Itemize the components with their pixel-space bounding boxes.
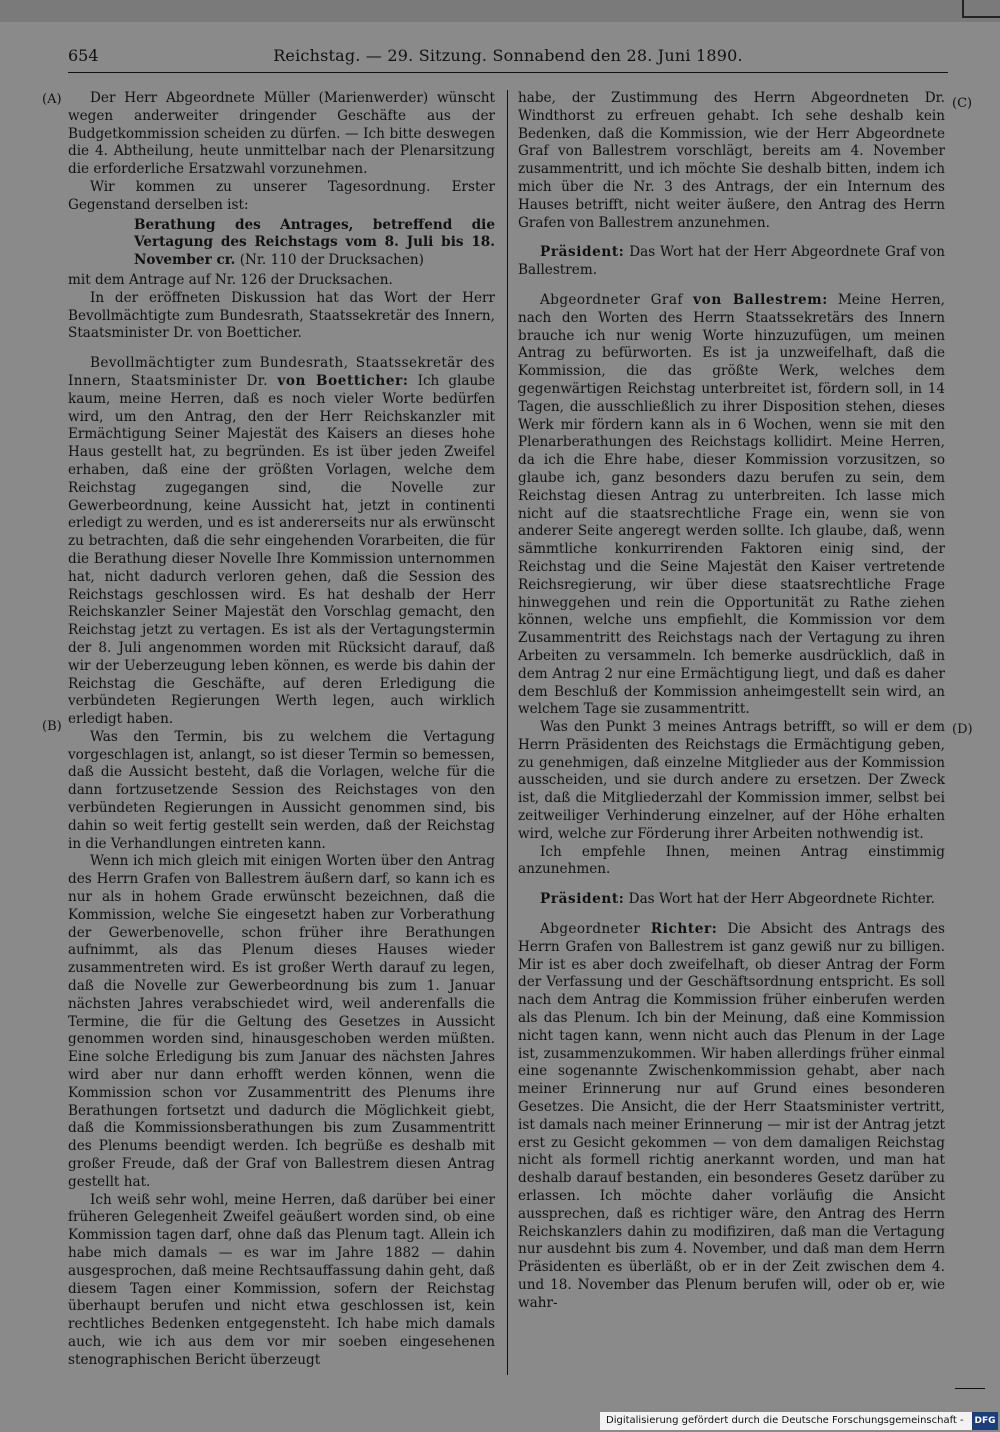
margin-letter-b: (B) [42,719,62,734]
paragraph: Wir kommen zu unserer Tagesordnung. Erster Gegenstand derselben ist: [68,178,495,213]
margin-letter-a: (A) [42,92,62,107]
footer-rule [955,1388,985,1389]
paragraph: Ich empfehle Ihnen, meinen Antrag einstimmig anzunehmen. [518,843,945,878]
speaker-intro: Abgeordneter [540,921,651,938]
president-label: Präsident: [540,244,625,261]
scan-corner-mark [962,0,1000,18]
column-divider [507,90,508,1375]
president-paragraph [518,891,945,909]
running-head: Reichstag. — 29. Sitzung. Sonnabend den 28. Juni 1890. [273,46,743,65]
page-header [68,46,948,72]
dfg-logo: DFG [972,1412,998,1430]
speaker-intro: Bevollmächtigter zum Bundesrath, Staatssekretär des Innern, Staatsminister Dr. [68,355,495,389]
paragraph: In der eröffneten Diskussion hat das Wort der Herr Bevollmächtigte zum Bundesrath, Staatssekretär des Innern, Staatsminister Dr. von Boetticher. [68,289,495,342]
margin-letter-d: (D) [952,722,973,737]
president-text: Das Wort hat der Herr Abgeordnete Richter. [624,891,935,908]
speech-paragraph [68,355,495,729]
speech-text: Meine Herren, nach den Worten des Herrn Staatssekretärs des Innern brauche ich nur wenig Worte hinzuzufügen, um meinen Antrag zu befürworten. Es ist ja unzweifelhaft, daß die Kommission, die das größte Werk, welches dem gegenwärtigen Reichstag unterbreitet ist, fördern soll, in 14 Tagen, die ausschließlich zu ihrer Disposition stehen, dieses Werk mir fördern kann als in 6 Wochen, wenn sie mit den Plenarberathungen des Reichstags kollidirt. Meine Herren, da ich die Ehre habe, dieser Kommission vorzusitzen, so glaube ich, ganz besonders dazu berufen zu sein, dem Reichstag diesen Antrag zu unterbreiten. Ich lasse mich nicht auf die staatsrechtliche Frage ein, wenn sie von anderer Seite angeregt werden sollte. Ich glaube, daß, wenn sämmtliche konkurrirenden Faktoren einig sind, der Reichstag und die Seine Majestät den Kaiser vertretende Reichsregierung, wir über diese staatsrechtliche Frage hinweggehen und rein die Opportunität zu Rathe ziehen können, welche uns empfiehlt, die Kommission vor dem Zusammentritt des Reichstags nach der Vertagung zu ihren Arbeiten zu versammeln. Ich bemerke ausdrücklich, daß in dem Antrag 2 nur eine Ermächtigung liegt, und daß es daher dem Beschluß der Kommission anheimgestellt sein wird, an welchem Tage sie zusammentritt. [518,291,945,718]
speech-paragraph [518,292,945,719]
header-rule [68,72,948,73]
speech-text: Ich glaube kaum, meine Herren, daß es noch vieler Worte bedürfen wird, um den Antrag, den der Herr Reichskanzler mit Ermächtigung Seiner Majestät des Kaisers an dieses hohe Haus gestellt hat, zu begründen. Es ist über jeden Zweifel erhaben, daß eine der größten Vorlagen, welche dem Reichstag zugegangen sind, die Novelle zur Gewerbeordnung, keine Aussicht hat, jetzt in continenti erledigt zu werden, und es ist andererseits nur als erwünscht zu betrachten, daß die sehr eingehenden Vorarbeiten, die für die Berathung dieser Novelle Ihre Kommission unternommen hat, nicht dadurch verloren gehen, daß die Session des Reichstags geschlossen wird. Es hat deshalb der Herr Reichskanzler Seiner Majestät den Vorschlag gemacht, den Reichstag jetzt zu vertagen. Es ist als der Vertagungstermin der 8. Juli angenommen worden mit Rücksicht darauf, daß wir der Ueberzeugung leben können, es werde bis dahin der Reichstag die Geschäfte, auf deren Erledigung die verbündeten Regierungen Werth legen, auch wirklich erledigt haben. [68,372,495,728]
speaker-intro: Abgeordneter Graf [540,291,694,308]
left-column [68,90,495,1370]
paragraph: Was den Punkt 3 meines Antrags betrifft, so will er dem Herrn Präsidenten des Reichstags die Ermächtigung geben, zu genehmigen, daß einzelne Mitglieder aus der Kommission ausscheiden, und sie durch andere zu ersetzen. Der Zweck ist, daß die Mitgliederzahl der Kommission immer, selbst bei zeitweiliger Verhinderung einzelner, auf der Höhe erhalten wird, welche zur Förderung ihrer Arbeiten nothwendig ist. [518,719,945,842]
speaker-name: Richter: [650,921,718,938]
right-column [518,90,945,1313]
digitization-credit: Digitalisierung gefördert durch die Deutsche Forschungsgemeinschaft - [600,1412,972,1430]
margin-letter-c: (C) [952,96,973,111]
president-text: Das Wort hat der Herr Abgeordnete Graf von Ballestrem. [518,244,945,279]
paragraph: Der Herr Abgeordnete Müller (Marienwerder) wünscht wegen anderweiter dringender Geschäfte aus der Budgetkommission scheiden zu dürfen. — Ich bitte deswegen die 4. Abtheilung, heute unmittelbar nach der Plenarsitzung die erforderliche Ersatzwahl vorzunehmen. [68,90,495,178]
agenda-title: Berathung des Antrages, betreffend die Vertagung des Reichstags vom 8. Juli bis 18. November cr. [134,216,495,269]
paragraph: mit dem Antrage auf Nr. 126 der Drucksachen. [68,271,393,288]
paragraph: habe, der Zustimmung des Herrn Abgeordneten Dr. Windthorst zu erfreuen gehabt. Ich sehe deshalb kein Bedenken, daß die Kommission, wie der Herr Abgeordnete Graf von Ballestrem vorschlägt, bereits am 4. November zusammentritt, und ich möchte Sie deshalb bitten, indem ich mich über die Nr. 3 des Antrags, der ein Internum des Hauses betrifft, nicht weiter äußere, den Antrag des Herrn Grafen von Ballestrem anzunehmen. [518,90,945,231]
agenda-item [68,217,495,270]
paragraph: Was den Termin, bis zu welchem die Vertagung vorgeschlagen ist, anlangt, so ist dieser Termin so bemessen, daß die Aussicht besteht, daß die Vorlagen, welche für die dann fortzusetzende Session des Reichstages von den verbündeten Regierungen in Aussicht genommen sind, bis dahin so weit fertig gestellt sein werden, daß der Reichstag in die Verhandlungen eintreten kann. [68,728,495,852]
paragraph: Wenn ich mich gleich mit einigen Worten über den Antrag des Herrn Grafen von Ballestrem äußern darf, so kann ich es nur als in hohem Grade erwünscht bezeichnen, daß die Kommission, welche Sie eingesetzt haben zur Vorberathung der Gewerbenovelle, schon früher ihre Berathungen aufnimmt, als das Plenum dieses Hauses wieder zusammentreten wird. Es ist großer Werth darauf zu legen, daß die Novelle zur Gewerbeordnung bis zum 1. Januar nächsten Jahres verabschiedet wird, weil anderenfalls die Termine, die für die Geltung des Gesetzes in Aussicht genommen worden sind, hinausgeschoben werden müßten. Eine solche Erledigung bis zum Januar des nächsten Jahres wird aber nur dann erhofft werden können, wenn die Kommission schon vor Zusammentritt des Plenums ihre Berathungen fortsetzt und dadurch die Möglichkeit giebt, daß die Kommissionsberathungen bis zum Zusammentritt des Plenums beendigt werden. Ich begrüße es deshalb mit großer Freude, daß der Graf von Ballestrem diesen Antrag gestellt hat. [68,853,495,1190]
speaker-name: von Ballestrem: [693,291,828,308]
president-label: Präsident: [540,891,625,908]
agenda-note: (Nr. 110 der Drucksachen) [235,252,424,269]
speaker-name: von Boetticher: [277,372,409,389]
speech-paragraph [518,921,945,1313]
president-paragraph [518,244,945,280]
paragraph: Ich weiß sehr wohl, meine Herren, daß darüber bei einer früheren Gelegenheit Zweifel geäußert worden sind, ob eine Kommission tagen darf, ohne daß das Plenum tagt. Allein ich habe mich damals — es war im Jahre 1882 — dahin ausgesprochen, daß meine Rechtsauffassung dahin geht, daß diesem Tagen einer Kommission, sofern der Reichstag überhaupt berufen und nicht etwa geschlossen ist, kein rechtliches Bedenken entgegensteht. Ich habe mich damals auch, wie ich aus dem vor mir soeben eingesehenen stenographischen Bericht überzeugt [68,1191,495,1368]
scan-border-top [0,0,1000,22]
page-number: 654 [68,46,99,65]
speech-text: Die Absicht des Antrags des Herrn Grafen von Ballestrem ist ganz gewiß nur zu billigen. Mir ist es aber doch zweifelhaft, ob dieser Antrag der Form der Verfassung und der Geschäftsordnung entspricht. Es soll nach dem Antrag die Kommission früher einberufen werden als das Plenum. Ich bin der Meinung, daß eine Kommission nicht tagen kann, wenn nicht auch das Plenum in der Lage ist, zusammenzukommen. Wir haben allerdings früher einmal eine sogenannte Zwischenkommission gehabt, aber nach meiner Erinnerung nur auf Grund eines besonderen Gesetzes. Die Ansicht, die der Herr Staatsminister vertritt, ist damals nach meiner Erinnerung — mir ist der Antrag jetzt erst zu Gesicht gekommen — von dem damaligen Reichstag nicht als formell richtig anerkannt worden, und man hat deshalb darauf bestanden, ein besonderes Gesetz darüber zu erlassen. Ich möchte daher vorläufig die Ansicht aussprechen, daß es richtiger wäre, den Antrag des Herrn Reichskanzlers dahin zu modifiziren, daß man die Vertagung nur ausdehnt bis zum 4. November, und daß man dem Herrn Präsidenten es überläßt, ob er in der Zeit zwischen dem 4. und 18. November das Plenum berufen will, oder ob er, wie wahr- [518,921,945,1311]
